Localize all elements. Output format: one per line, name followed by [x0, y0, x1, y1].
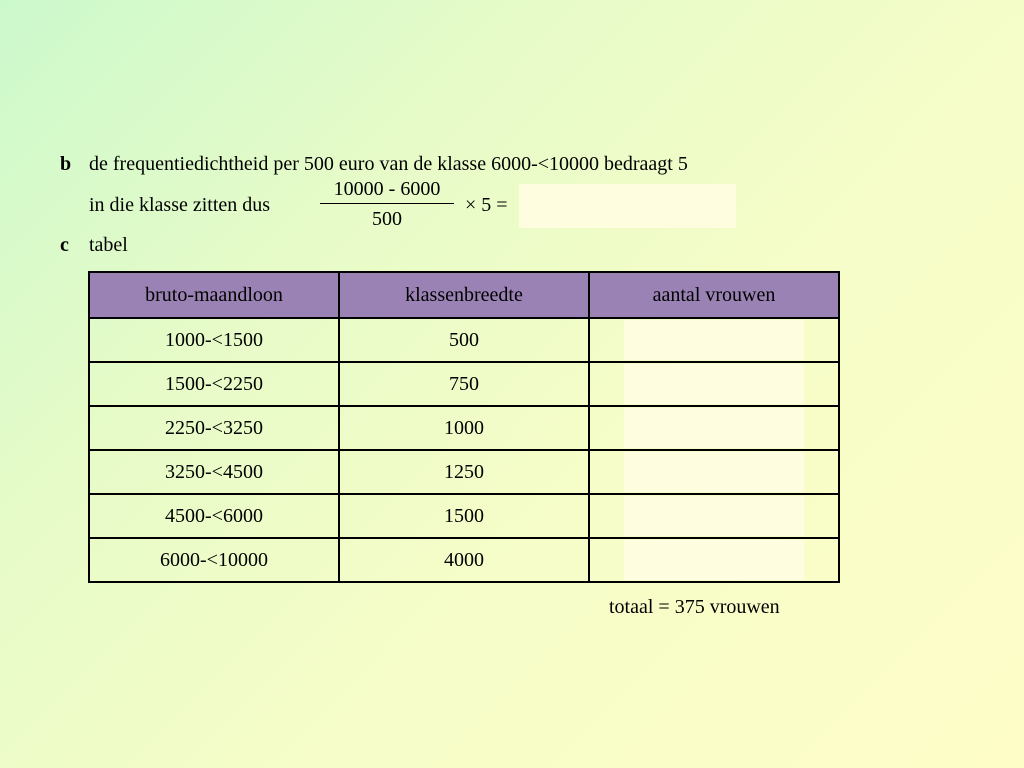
- part-b-line2-suffix: × 5 =: [465, 194, 508, 216]
- cell-width: 1000: [339, 406, 589, 450]
- count-blank: [624, 364, 804, 404]
- cell-count: [589, 538, 839, 582]
- count-blank: [624, 540, 804, 580]
- cell-class: 1000-<1500: [89, 318, 339, 362]
- count-blank: [624, 496, 804, 536]
- table-row: [89, 318, 839, 362]
- part-c-text: tabel: [89, 234, 128, 256]
- table-row: [89, 406, 839, 450]
- count-blank: [624, 408, 804, 448]
- part-b-statement: de frequentiedichtheid per 500 euro van de klasse 6000-<10000 bedraagt 5: [89, 153, 688, 175]
- part-b-label: b: [60, 153, 72, 175]
- table-header-row: [89, 272, 839, 318]
- count-blank: [624, 452, 804, 492]
- header-klassenbreedte: klassenbreedte: [339, 272, 589, 318]
- cell-class: 1500-<2250: [89, 362, 339, 406]
- table-row: [89, 362, 839, 406]
- count-blank: [624, 320, 804, 360]
- cell-count: [589, 450, 839, 494]
- cell-count: [589, 494, 839, 538]
- data-table: [88, 271, 840, 583]
- cell-width: 4000: [339, 538, 589, 582]
- fraction-numerator: 10000 - 6000: [333, 178, 441, 200]
- part-b-line2-prefix: in die klasse zitten dus: [89, 194, 271, 216]
- answer-box-blank: [519, 184, 736, 228]
- cell-count: [589, 318, 839, 362]
- table-row: [89, 494, 839, 538]
- cell-width: 750: [339, 362, 589, 406]
- cell-width: 500: [339, 318, 589, 362]
- table-row: [89, 450, 839, 494]
- cell-class: 2250-<3250: [89, 406, 339, 450]
- fraction-bar: [320, 203, 454, 204]
- cell-count: [589, 406, 839, 450]
- cell-width: 1250: [339, 450, 589, 494]
- total-text: totaal = 375 vrouwen: [609, 596, 780, 618]
- cell-class: 4500-<6000: [89, 494, 339, 538]
- header-aantal-vrouwen: aantal vrouwen: [589, 272, 839, 318]
- cell-class: 6000-<10000: [89, 538, 339, 582]
- table-row: [89, 538, 839, 582]
- fraction-denominator: 500: [372, 208, 402, 230]
- cell-width: 1500: [339, 494, 589, 538]
- header-bruto-maandloon: bruto-maandloon: [89, 272, 339, 318]
- cell-class: 3250-<4500: [89, 450, 339, 494]
- part-c-label: c: [60, 234, 69, 256]
- cell-count: [589, 362, 839, 406]
- fraction: [320, 177, 454, 231]
